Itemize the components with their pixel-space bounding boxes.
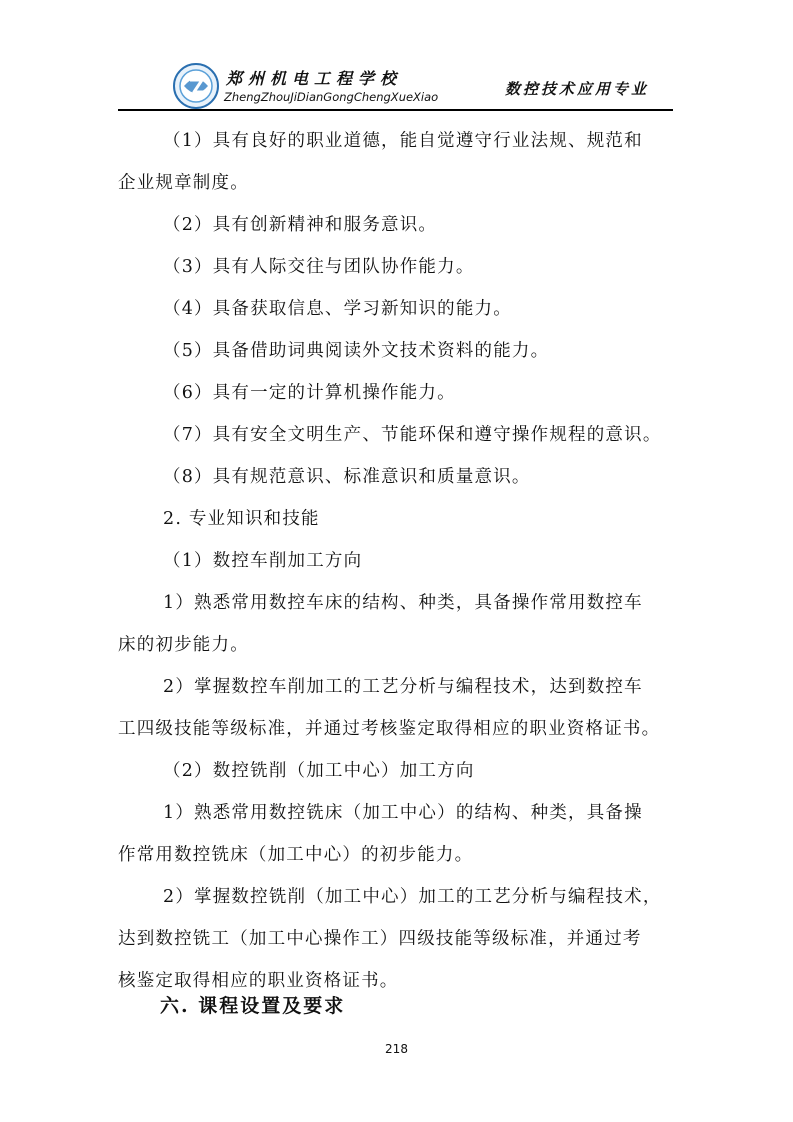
school-logo-icon — [172, 62, 220, 110]
paragraph: （3）具有人际交往与团队协作能力。 — [163, 257, 475, 277]
page-header — [0, 0, 793, 112]
paragraph: （7）具有安全文明生产、节能环保和遵守操作规程的意识。 — [163, 425, 662, 445]
paragraph: （2）数控铣削（加工中心）加工方向 — [163, 761, 475, 781]
body-text — [118, 120, 678, 1002]
paragraph: 1）熟悉常用数控铣床（加工中心）的结构、种类，具备操 作常用数控铣床（加工中心）的初步能力。 — [118, 803, 643, 865]
subsection-heading: 2. 专业知识和技能 — [163, 509, 320, 529]
paragraph: （1）具有良好的职业道德，能自觉遵守行业法规、规范和 企业规章制度。 — [118, 131, 643, 193]
school-name-en: ZhengZhouJiDianGongChengXueXiao — [224, 90, 439, 104]
paragraph: （1）数控车削加工方向 — [163, 551, 363, 571]
header-divider — [118, 109, 673, 111]
paragraph: （6）具有一定的计算机操作能力。 — [163, 383, 456, 403]
paragraph: （2）具有创新精神和服务意识。 — [163, 215, 438, 235]
paragraph: 2）掌握数控车削加工的工艺分析与编程技术，达到数控车 工四级技能等级标准，并通过考核鉴定取得相应的职业资格证书。 — [118, 677, 661, 739]
page-number: 218 — [385, 1042, 408, 1056]
major-title: 数控技术应用专业 — [505, 80, 650, 98]
paragraph: 1）熟悉常用数控车床的结构、种类，具备操作常用数控车 床的初步能力。 — [118, 593, 643, 655]
section-heading: 六. 课程设置及要求 — [160, 995, 346, 1017]
school-name-cn: 郑州机电工程学校 — [226, 69, 403, 88]
paragraph: （8）具有规范意识、标准意识和质量意识。 — [163, 467, 531, 487]
paragraph: 2）掌握数控铣削（加工中心）加工的工艺分析与编程技术， 达到数控铣工（加工中心操作工）四级技能等级标准，并通过考 核鉴定取得相应的职业资格证书。 — [118, 887, 662, 991]
paragraph: （4）具备获取信息、学习新知识的能力。 — [163, 299, 512, 319]
paragraph: （5）具备借助词典阅读外文技术资料的能力。 — [163, 341, 550, 361]
